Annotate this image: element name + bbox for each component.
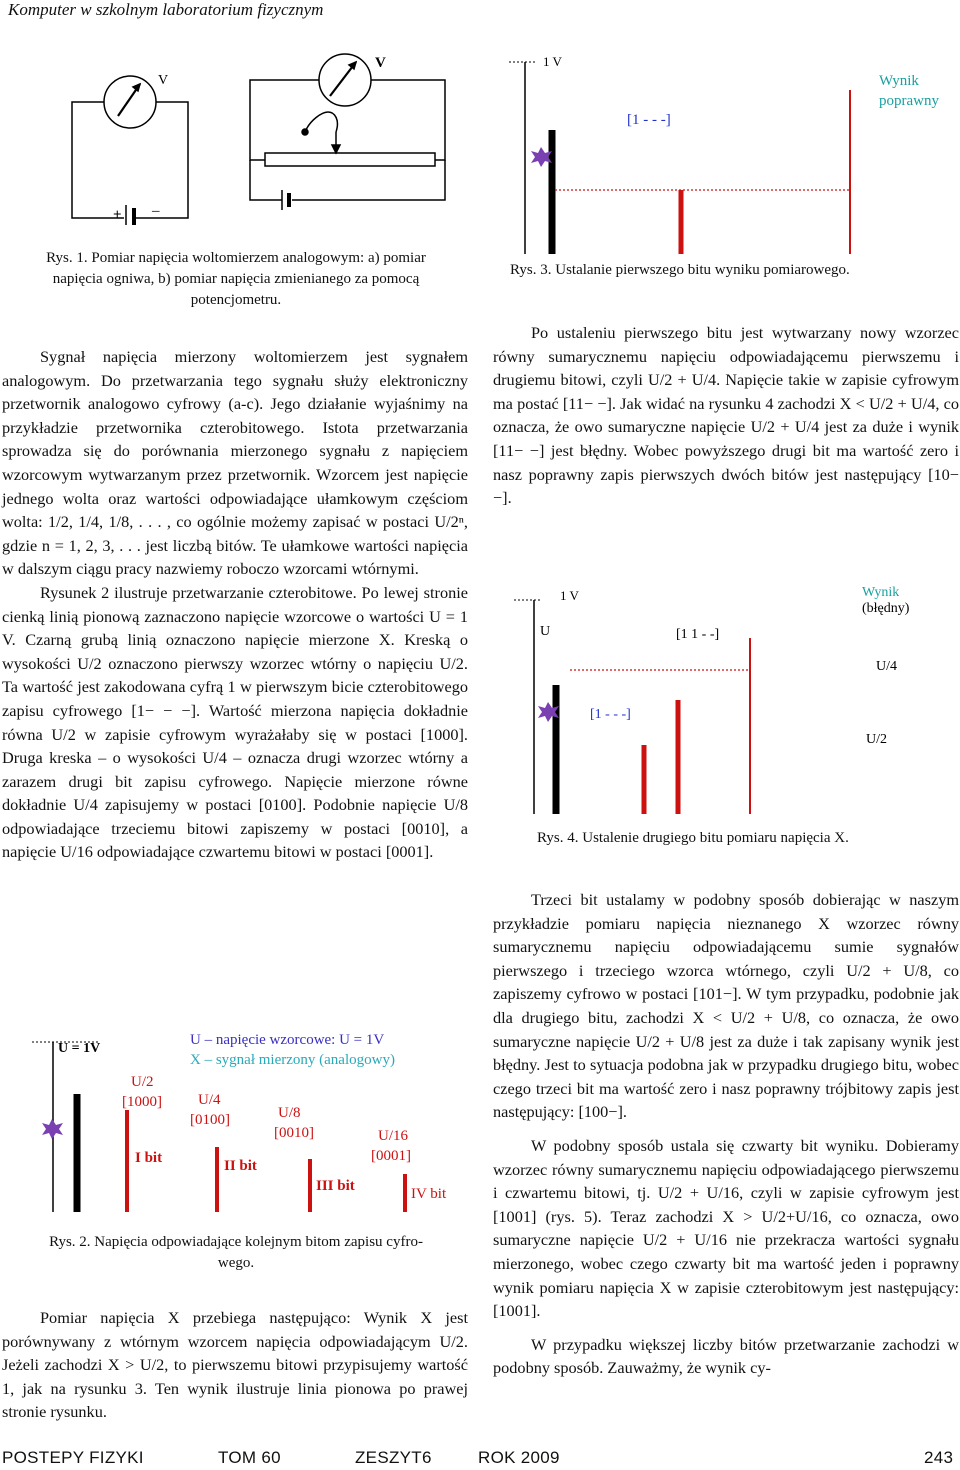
u2-label: U/2 — [131, 1074, 154, 1090]
result-label-2: poprawny — [879, 93, 939, 109]
footer-issue: ZESZYT6 — [355, 1448, 432, 1467]
bit-4-label: IV bit — [411, 1186, 447, 1202]
u2-label: U/2 — [866, 732, 887, 747]
plus-sign: + — [113, 207, 122, 223]
bit-3-label: III bit — [316, 1178, 355, 1194]
result-label-2: (błędny) — [862, 601, 910, 616]
figure-1-circuits — [60, 40, 450, 225]
u-label: U — [540, 624, 551, 639]
paragraph: Sygnał napięcia mierzony woltomierzem jest sygnałem analogowym. Do przetwarzania tego sygnału służy elektroniczny przetwornik analogowo cyfrowy (a-c). Jego działanie wyjaśnimy na przykładzie przetwornika czterobitowego. Istota przetwarzania sprowadza się do porównania mierzonego sygnału z napięciem wzorcowym wytwarzanym przez przetwornik. Wzorcem jest napięcie jednego wolta oraz wartości odpowiadające ułamkowym częściom wolta: 1/2, 1/4, 1/8, . . . , co ogólnie możemy zapisać w postaci U/2ⁿ, gdzie n = 1, 2, 3, . . . jest liczbą bitów. Te ułamkowe wartości napięcia w dalszym ciągu pracy nazwiemy roboczo wzorcami wtórnymi. — [2, 347, 468, 579]
paragraph: W podobny sposób ustala się czwarty bit wyniku. Dobieramy wzorzec równy sumarycznemu napięciu odpowiadającego pierwszemu i czwartemu bitowi, tj. U/2 + U/16, czyli w zapisie cyfrowym jest [1001] (rys. 5). Teraz zachodzi X > U/2+U/16, co oznacza, owo sumaryczne napięcie U/2 + U/16 nie przekracza wartości sygnału mierzonego, wobec czego czwarty bit ma wartość jeden i poprawny wynik pomiaru napięcia X w zapisie czterobitowym jest następujący: [1001]. — [493, 1135, 959, 1321]
u4-label: U/4 — [876, 659, 897, 674]
code-1000: [1000] — [122, 1094, 162, 1110]
figure-3-first-bit — [505, 50, 955, 255]
potentiometer — [265, 153, 435, 166]
u8-label: U/8 — [278, 1105, 301, 1121]
paragraph: Trzeci bit ustalamy w podobny sposób dobierając w naszym przykładzie pomiaru napięcia nieznanego X wzorzec równy sumarycznemu napięciu odpowiadającemu sumie sygnałów pierwszego i trzeciego wzorca wtórnego, czyli U/2 + U/8, co zapiszemy cyfrowo w postaci [101−]. W tym przypadku, podobnie jak dla drugiego bitu, zachodzi X < U/2 + U/8, co oznacza, że owo sumaryczne napięcie U/2 + U/8 jest za duże i tak zapisany wynik jest błędny. Jest to sytuacja podobna jak w przypadku drugiego bitu, wobec czego trzeci bit ma wartość zero i nasz poprawny trójbitowy zapis jest następujący: [100−]. — [493, 890, 959, 1122]
code-bottom: [1 - - -] — [590, 707, 631, 722]
figure-4-caption: Rys. 4. Ustalenie drugiego bitu pomiaru napięcia X. — [537, 830, 849, 846]
footer-journal: POSTEPY FIZYKI — [2, 1448, 144, 1467]
minus-sign: – — [152, 203, 160, 219]
voltmeter-b-label: V — [375, 55, 386, 71]
paragraph: Po ustaleniu pierwszego bitu jest wytwarzany nowy wzorzec równy sumarycznemu napięciu odpowiadającemu pierwszemu i drugiemu bitowi, czyli U/2 + U/4. Napięcie takie w zapisie cyfrowym ma postać [11− −]. Jak widać na rysunku 4 zachodzi X < U/2 + U/4, co oznacza, że owo sumaryczne napięcie U/2 + U/4 jest za duże i wynik [11− −] jest błędny. Wobec powyższego drugi bit ma wartość zero i nasz poprawny zapis pierwszych dwóch bitów jest następujący [10− −]. — [493, 323, 959, 508]
legend-line-1: U – napięcie wzorcowe: U = 1V — [190, 1032, 385, 1048]
running-header: Komputer w szkolnym laboratorium fizycznym — [8, 0, 324, 19]
result-label: Wynik — [862, 585, 900, 600]
code-0010: [0010] — [274, 1125, 314, 1141]
code-top: [1 1 - -] — [676, 627, 720, 642]
circuit-b — [250, 54, 445, 210]
reference-label: 1 V — [560, 588, 579, 603]
bit-1-label: I bit — [135, 1150, 163, 1166]
code-0100: [0100] — [190, 1112, 230, 1128]
left-column-text — [2, 345, 468, 864]
paragraph: Pomiar napięcia X przebiega następująco: Wynik X jest porównywany z wtórnym wzorcem napięcia odpowiadającym U/2. Jeżeli zachodzi X > U/2, to pierwszemu bitowi przypisujemy wartość 1, jak na rysunku 3. Ten wynik ilustruje linia pionowa po prawej stronie rysunku. — [2, 1308, 468, 1422]
reference-label: U = 1V — [58, 1041, 101, 1056]
star-icon — [42, 1119, 63, 1139]
figure-4-second-bit — [510, 580, 955, 815]
u4-label: U/4 — [198, 1092, 221, 1108]
figure-2-caption: Rys. 2. Napięcia odpowiadające kolejnym bitom zapisu cyfro- wego. — [49, 1234, 423, 1271]
result-label: Wynik — [879, 73, 919, 89]
code-0001: [0001] — [371, 1148, 411, 1164]
voltmeter-a-icon — [104, 76, 156, 128]
right-column-text-lower — [493, 888, 959, 1380]
figure-1-caption: Rys. 1. Pomiar napięcia woltomierzem analogowym: a) pomiar napięcia ogniwa, b) pomiar napięcia zmienianego za pomocą potencjometru. — [46, 250, 426, 308]
footer-year: ROK 2009 — [478, 1448, 560, 1467]
code-label: [1 - - -] — [627, 112, 671, 128]
legend-line-2: X – sygnał mierzony (analogowy) — [190, 1052, 395, 1068]
right-column-text — [493, 321, 959, 510]
figure-3-caption: Rys. 3. Ustalanie pierwszego bitu wyniku pomiarowego. — [510, 262, 850, 278]
reference-label: 1 V — [543, 54, 562, 69]
paragraph: Rysunek 2 ilustruje przetwarzanie czterobitowe. Po lewej stronie cienką linią pionową zaznaczono napięcie wzorcowe o wartości U = 1 V. Czarną grubą linią oznaczono napięcie mierzone X. Kreską o wysokości U/2 oznaczono pierwszy wzorzec wtórny o napięciu U/2. Ta wartość jest zakodowana cyfrą 1 w pierwszym bicie czterobitowego zapisu cyfrowego [1− − −]. Wartość mierzona napięcia dokładnie równa U/2 w zapisie cyfrowym wyrażałaby się w postaci [1000]. Druga kreska – o wysokości U/4 – oznacza drugi wzorzec wtórny a zarazem drugi bit zapisu cyfrowego. Napięcie mierzone równe dokładnie U/4 zapisujemy w postaci [0100]. Podobnie napięcie U/8 odpowiadające trzeciemu bitowi zapiszemy w postaci [0010], a napięcie U/16 odpowiadające czwartemu bitowi w postaci [0001]. — [2, 582, 468, 862]
left-column-text-bottom — [2, 1306, 468, 1424]
figure-2-bits — [30, 1022, 470, 1212]
paragraph: W przypadku większej liczby bitów przetwarzanie zachodzi w podobny sposób. Zauważmy, że wynik cy- — [493, 1334, 959, 1378]
u16-label: U/16 — [378, 1128, 408, 1144]
bit-2-label: II bit — [224, 1158, 257, 1174]
footer-page: 243 — [924, 1448, 954, 1467]
voltmeter-b-icon — [319, 54, 371, 106]
circuit-a — [72, 76, 188, 225]
footer-volume: TOM 60 — [218, 1448, 281, 1467]
voltmeter-a-label: V — [158, 73, 169, 88]
